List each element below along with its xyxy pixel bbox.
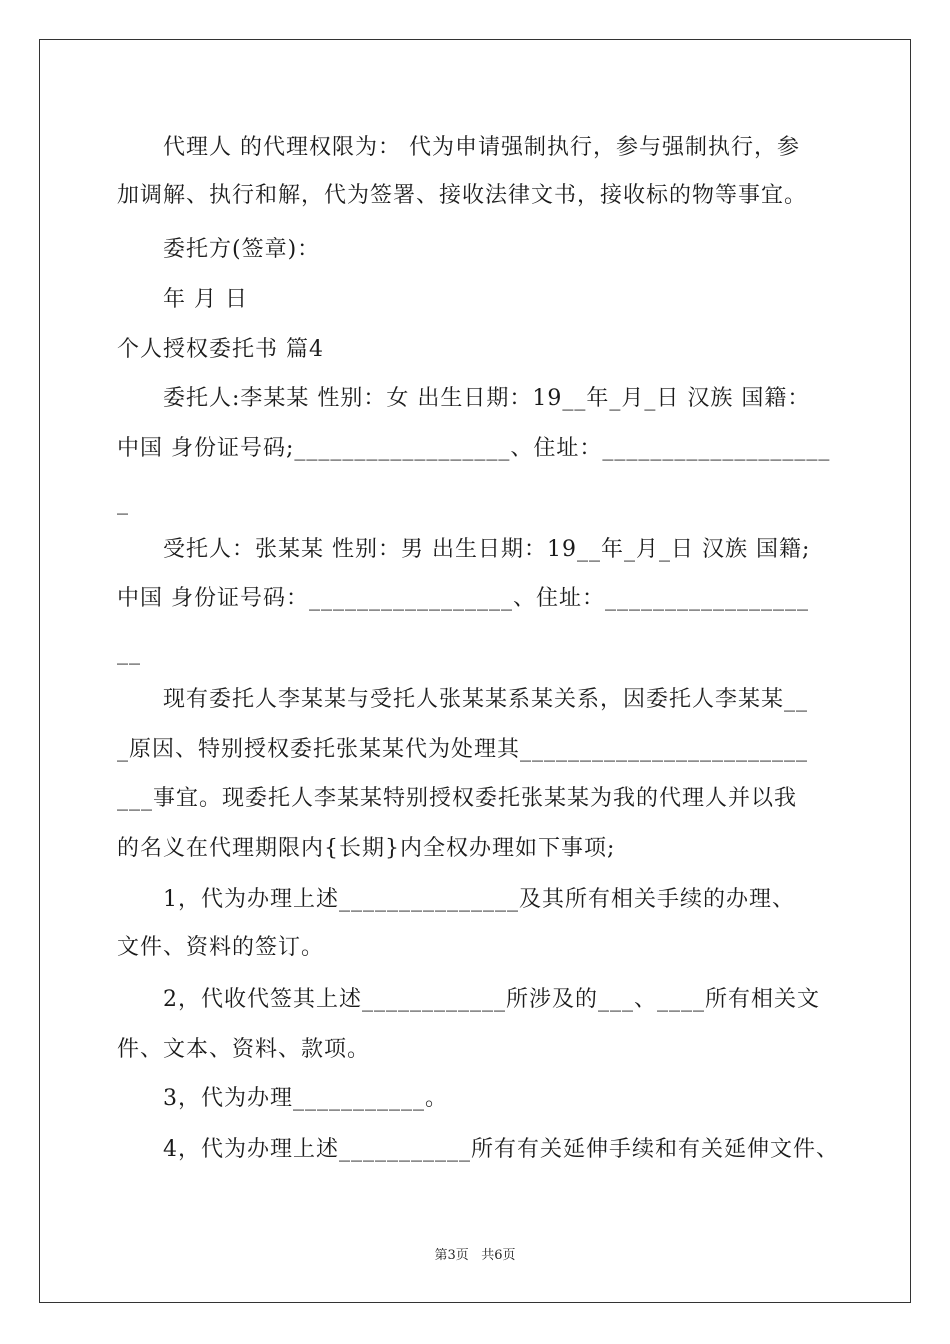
text-line: 文件、资料的签订。 xyxy=(117,935,325,960)
text-line: 2，代收代签其上述____________所涉及的___、____所有相关文 xyxy=(163,987,820,1012)
text-line: 3，代为办理___________。 xyxy=(163,1086,448,1111)
text-line: 年 月 日 xyxy=(163,287,248,312)
text-line: 件、文本、资料、款项。 xyxy=(117,1037,371,1062)
text-line: 委托人:李某某 性别：女 出生日期：19__年_月_日 汉族 国籍： xyxy=(163,386,811,411)
text-line: __ xyxy=(117,640,141,665)
text-line: 代理人 的代理权限为： 代为申请强制执行，参与强制执行，参 xyxy=(163,135,800,160)
text-line: ___事宜。现委托人李某某特别授权委托张某某为我的代理人并以我 xyxy=(117,786,798,811)
text-line: 中国 身份证号码;__________________、住址：___________________ xyxy=(117,436,831,461)
text-line: _ xyxy=(117,490,129,515)
page-footer xyxy=(0,1244,950,1263)
text-line: 委托方(签章)： xyxy=(163,237,321,262)
text-line: 中国 身份证号码：_________________、住址：_________________ xyxy=(117,586,809,611)
section-heading: 个人授权委托书 篇4 xyxy=(117,337,324,362)
text-line: 加调解、执行和解，代为签署、接收法律文书，接收标的物等事宜。 xyxy=(117,183,808,208)
text-line: 4，代为办理上述___________所有有关延伸手续和有关延伸文件、 xyxy=(163,1137,839,1162)
text-line: 1，代为办理上述_______________及其所有相关手续的办理、 xyxy=(163,887,795,912)
text-line: _原因、特别授权委托张某某代为处理其________________________ xyxy=(117,737,809,762)
page-number: 第3页 xyxy=(434,1248,469,1263)
text-line: 受托人：张某某 性别：男 出生日期：19__年_月_日 汉族 国籍; xyxy=(163,537,811,562)
text-line: 的名义在代理期限内{长期}内全权办理如下事项; xyxy=(117,836,616,861)
text-line: 现有委托人李某某与受托人张某某系某关系，因委托人李某某__ xyxy=(163,687,809,712)
page-total: 共6页 xyxy=(481,1248,516,1263)
